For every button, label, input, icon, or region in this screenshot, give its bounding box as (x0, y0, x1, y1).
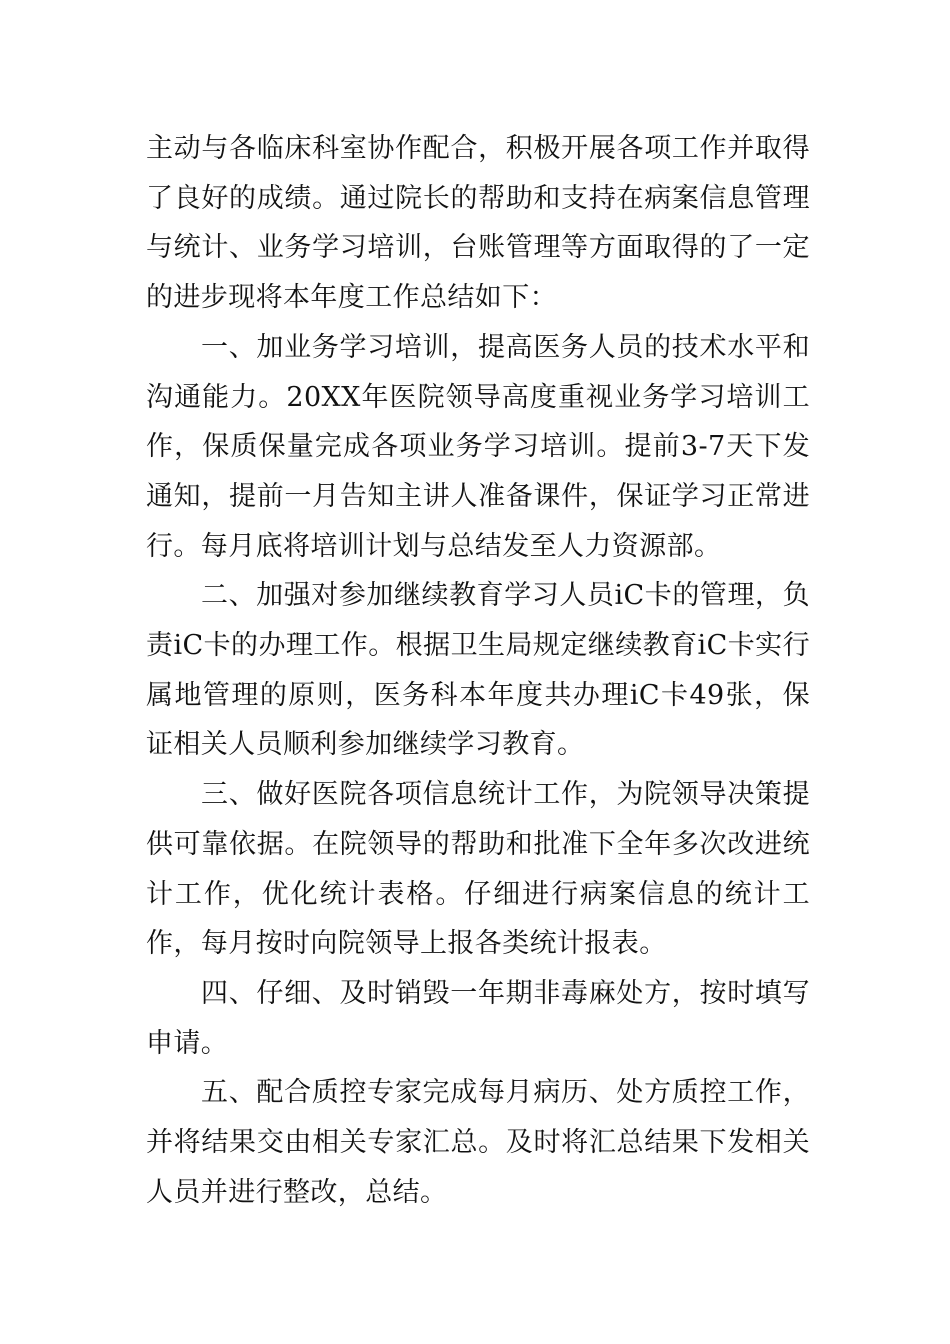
paragraph-item-5: 五、配合质控专家完成每月病历、处方质控工作，并将结果交由相关专家汇总。及时将汇总结果下发相关人员并进行整改，总结。 (146, 1077, 810, 1208)
paragraph-item-4: 四、仔细、及时销毁一年期非毒麻处方，按时填写申请。 (146, 977, 810, 1059)
paragraph-item-3: 三、做好医院各项信息统计工作，为院领导决策提供可靠依据。在院领导的帮助和批准下全年多次改进统计工作，优化统计表格。仔细进行病案信息的统计工作，每月按时向院领导上报各类统计报表。 (146, 779, 810, 960)
paragraph-item-1: 一、加业务学习培训，提高医务人员的技术水平和沟通能力。20XX年医院领导高度重视业务学习培训工作，保质保量完成各项业务学习培训。提前3-7天下发通知，提前一月告知主讲人准备课件，保证学习正常进行。每月底将培训计划与总结发至人力资源部。 (146, 331, 810, 562)
document-body (146, 124, 810, 1217)
paragraph-intro: 主动与各临床科室协作配合，积极开展各项工作并取得了良好的成绩。通过院长的帮助和支持在病案信息管理与统计、业务学习培训，台账管理等方面取得的了一定的进步现将本年度工作总结如下： (146, 133, 810, 314)
paragraph-item-2: 二、加强对参加继续教育学习人员iC卡的管理，负责iC卡的办理工作。根据卫生局规定继续教育iC卡实行属地管理的原则，医务科本年度共办理iC卡49张，保证相关人员顺利参加继续学习教育。 (146, 580, 810, 761)
